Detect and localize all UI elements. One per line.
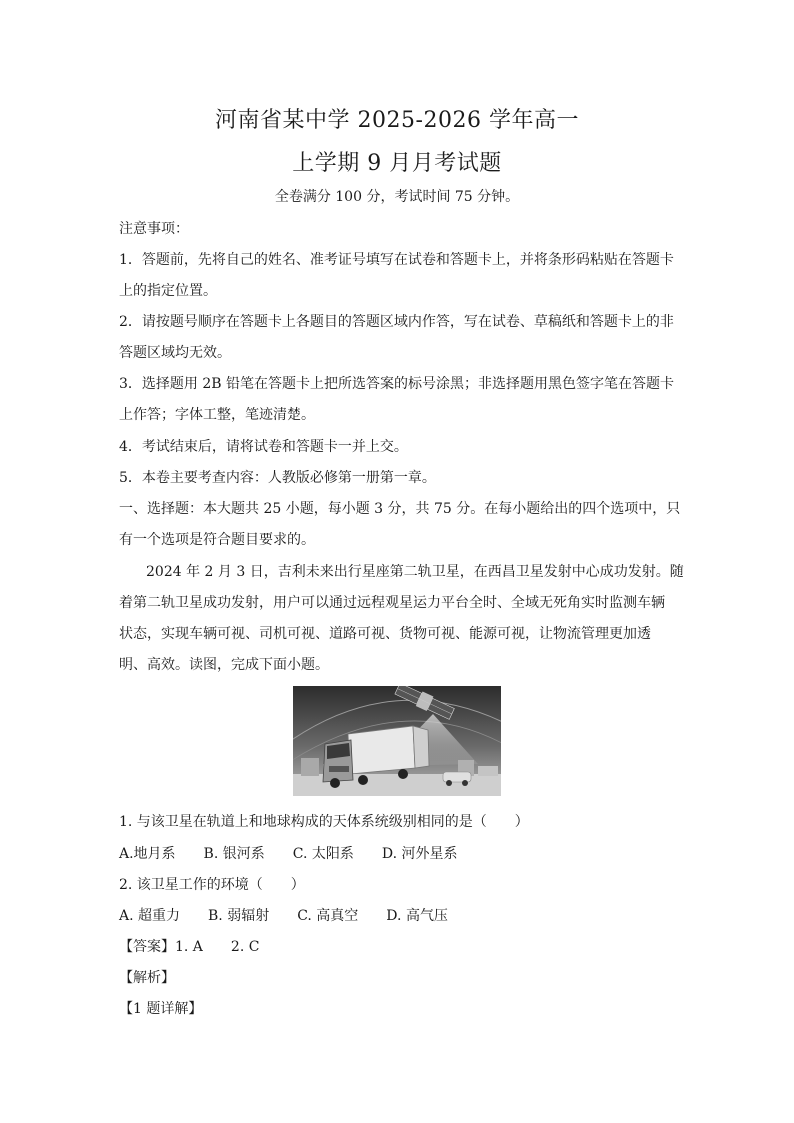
section-heading-line: 有一个选项是符合题目要求的。 [119, 532, 315, 548]
notice-line: 1．答题前，先将自己的姓名、准考证号填写在试卷和答题卡上，并将条形码粘贴在答题卡 [119, 252, 674, 268]
exam-title-line1: 河南省某中学 2025-2026 学年高一 [215, 108, 579, 133]
notice-line: 上的指定位置。 [119, 283, 217, 299]
passage-line: 状态，实现车辆可视、司机可视、道路可视、货物可视、能源可视，让物流管理更加透 [119, 626, 651, 642]
notice-line: 2．请按题号顺序在答题卡上各题目的答题区域内作答，写在试卷、草稿纸和答题卡上的非 [119, 314, 674, 330]
satellite-truck-image [293, 686, 501, 796]
notice-line: 答题区域均无效。 [119, 345, 231, 361]
notice-line: 5．本卷主要考查内容：人教版必修第一册第一章。 [119, 470, 436, 486]
notice-line: 上作答；字体工整，笔迹清楚。 [119, 407, 315, 423]
passage-line: 明、高效。读图，完成下面小题。 [119, 657, 329, 673]
question-2-stem: 2. 该卫星工作的环境（ ） [119, 877, 305, 893]
exam-title-line2: 上学期 9 月月考试题 [292, 151, 502, 176]
notice-heading: 注意事项： [119, 221, 189, 237]
passage-line: 2024 年 2 月 3 日，吉利未来出行星座第二轨卫星，在西昌卫星发射中心成功发射。随 [146, 564, 684, 580]
question-2-options: A. 超重力 B. 弱辐射 C. 高真空 D. 高气压 [119, 908, 448, 924]
section-heading-line: 一、选择题：本大题共 25 小题，每小题 3 分，共 75 分。在每小题给出的四个选项中，只 [119, 501, 681, 517]
notice-line: 4．考试结束后，请将试卷和答题卡一并上交。 [119, 439, 408, 455]
notice-line: 3．选择题用 2B 铅笔在答题卡上把所选答案的标号涂黑；非选择题用黑色签字笔在答题卡 [119, 376, 675, 392]
exam-subtitle: 全卷满分 100 分，考试时间 75 分钟。 [274, 189, 520, 205]
analysis-heading: 【解析】 [119, 970, 175, 986]
answer-line: 【答案】1. A 2. C [119, 939, 260, 955]
question-1-options: A.地月系 B. 银河系 C. 太阳系 D. 河外星系 [119, 846, 458, 862]
passage-line: 着第二轨卫星成功发射，用户可以通过远程观星运力平台全时、全域无死角实时监测车辆 [119, 595, 665, 611]
question-1-stem: 1. 与该卫星在轨道上和地球构成的天体系统级别相同的是（ ） [119, 814, 529, 830]
detail-heading: 【1 题详解】 [119, 1001, 203, 1017]
